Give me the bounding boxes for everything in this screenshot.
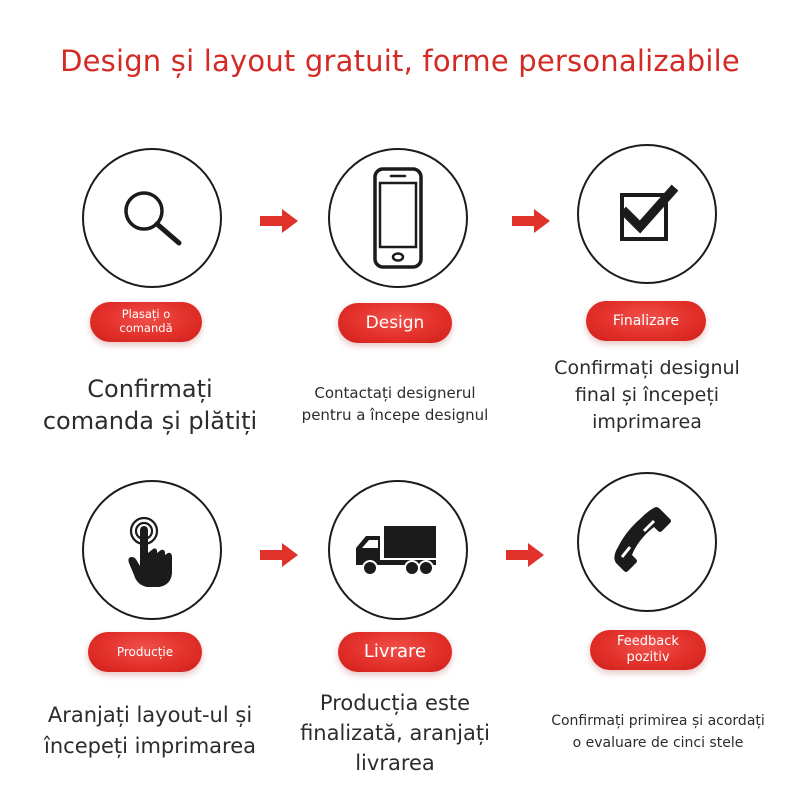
step-3-label-text: Finalizare — [612, 312, 680, 329]
step-2-label — [338, 303, 452, 343]
step-1-label — [90, 302, 202, 342]
step-6-description — [518, 710, 798, 754]
step-6-label-line-2: pozitiv — [626, 650, 670, 665]
step-5-description-line-3: livrarea — [355, 751, 435, 775]
step-6-description-line-2: o evaluare de cinci stele — [572, 735, 744, 751]
checkbox-icon — [602, 169, 692, 259]
step-4-description — [10, 700, 290, 762]
step-5-description-line-1: Producția este — [319, 691, 471, 715]
arrow-right-icon — [258, 541, 300, 569]
arrow-right-icon — [258, 207, 300, 235]
step-2-circle — [328, 148, 468, 288]
magnifier-icon — [107, 173, 197, 263]
truck-icon — [348, 520, 448, 580]
step-3-description-line-2: final și începeți — [574, 384, 720, 406]
page-title: Design și layout gratuit, forme personalizabile — [60, 44, 740, 78]
step-4-label-text: Producție — [116, 644, 174, 659]
step-2-description — [270, 382, 520, 426]
step-3-label — [586, 301, 706, 341]
step-5-description-line-2: finalizată, aranjați — [300, 721, 490, 745]
step-6-circle — [577, 472, 717, 612]
step-2-label-text: Design — [365, 312, 425, 333]
tapping-hand-icon — [107, 505, 197, 595]
step-4-circle — [82, 480, 222, 620]
step-1-circle — [82, 148, 222, 288]
step-1-description-line-1: Confirmați — [87, 375, 213, 403]
arrow-right-icon — [510, 207, 552, 235]
step-6-label — [590, 630, 706, 670]
step-5-description — [265, 688, 525, 778]
step-4-description-line-2: începeți imprimarea — [44, 734, 256, 758]
step-2-description-line-2: pentru a începe designul — [301, 406, 489, 424]
arrow-right-icon — [504, 541, 546, 569]
step-5-circle — [328, 480, 468, 620]
step-1-label-line-1: Plasați o — [121, 307, 171, 322]
step-1-description — [10, 373, 290, 437]
smartphone-icon — [353, 163, 443, 273]
step-6-description-line-1: Confirmați primirea și acordați — [551, 713, 765, 729]
phone-icon — [602, 497, 692, 587]
step-6-label-line-1: Feedback — [617, 634, 679, 650]
step-5-label — [338, 632, 452, 672]
step-5-label-text: Livrare — [363, 641, 427, 663]
step-3-description — [522, 355, 772, 436]
step-1-label-line-2: comandă — [119, 321, 173, 335]
step-3-description-line-3: imprimarea — [592, 411, 702, 433]
step-2-description-line-1: Contactați designerul — [314, 384, 476, 402]
step-4-description-line-1: Aranjați layout-ul și — [47, 703, 253, 727]
step-1-description-line-2: comanda și plătiți — [42, 407, 258, 435]
step-3-description-line-1: Confirmați designul — [554, 357, 740, 379]
step-4-label — [88, 632, 202, 672]
step-3-circle — [577, 144, 717, 284]
